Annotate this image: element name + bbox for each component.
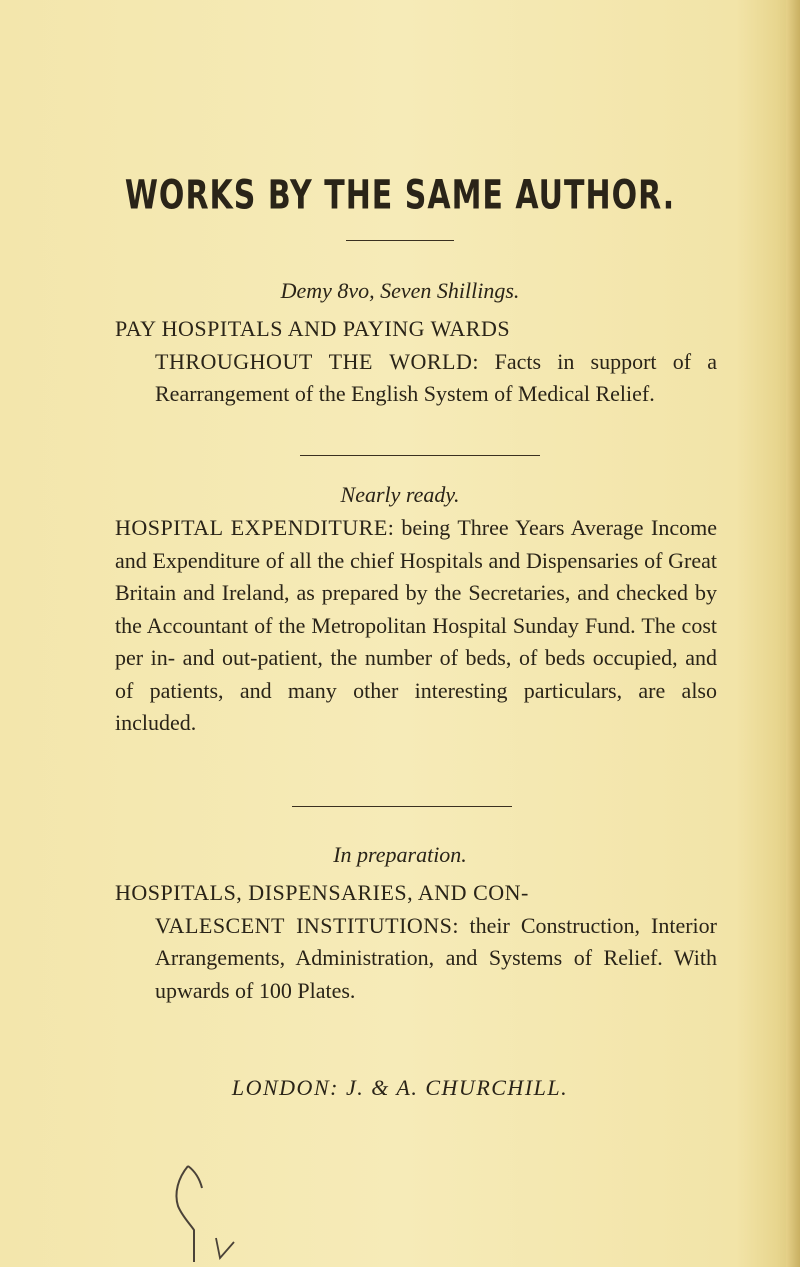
entry-2-title-line1: HOSPITAL EXPENDITURE — [115, 515, 388, 540]
entry-1-description: : Facts in support of a Rearrangement of the English System of Medical Relief. — [155, 348, 717, 406]
entry-3-note: In preparation. — [333, 842, 467, 867]
entry-3 — [115, 877, 717, 1007]
entry-3-title-line2: VALESCENT INSTITUTIONS — [155, 912, 453, 938]
divider — [292, 806, 512, 807]
entry-2-description: : being Three Years Average Income and Expenditure of all the chief Hospitals and Dispensaries of Great Britain and Ireland, as prepared by the Secretaries, and checked by the Accountant of the Metropolitan Hospital Sunday Fund. The cost per in- and out-patient, the number of beds, of beds occupied, and of patients, and many other interesting particulars, are also included. — [115, 515, 717, 735]
entry-1-title-line1: PAY HOSPITALS AND PAYING WARDS — [115, 316, 511, 341]
entry-2 — [115, 512, 717, 740]
entry-2-note: Nearly ready. — [340, 482, 460, 507]
page-heading: WORKS BY THE SAME AUTHOR. — [124, 172, 676, 220]
entry-1-note: Demy 8vo, Seven Shillings. — [280, 278, 520, 303]
divider — [346, 240, 454, 241]
handwritten-mark-icon — [160, 1158, 320, 1267]
divider — [300, 455, 540, 456]
entry-1 — [115, 313, 717, 411]
publisher-imprint: LONDON: J. & A. CHURCHILL. — [231, 1075, 569, 1100]
entry-3-description: : their Construction, Interior Arrangements, Administration, and Systems of Relief. With upwards of 100 Plates. — [155, 912, 717, 1003]
entry-3-title-line1: HOSPITALS, DISPENSARIES, AND CON- — [115, 880, 529, 905]
entry-1-title-line2: THROUGHOUT THE WORLD — [155, 348, 473, 374]
